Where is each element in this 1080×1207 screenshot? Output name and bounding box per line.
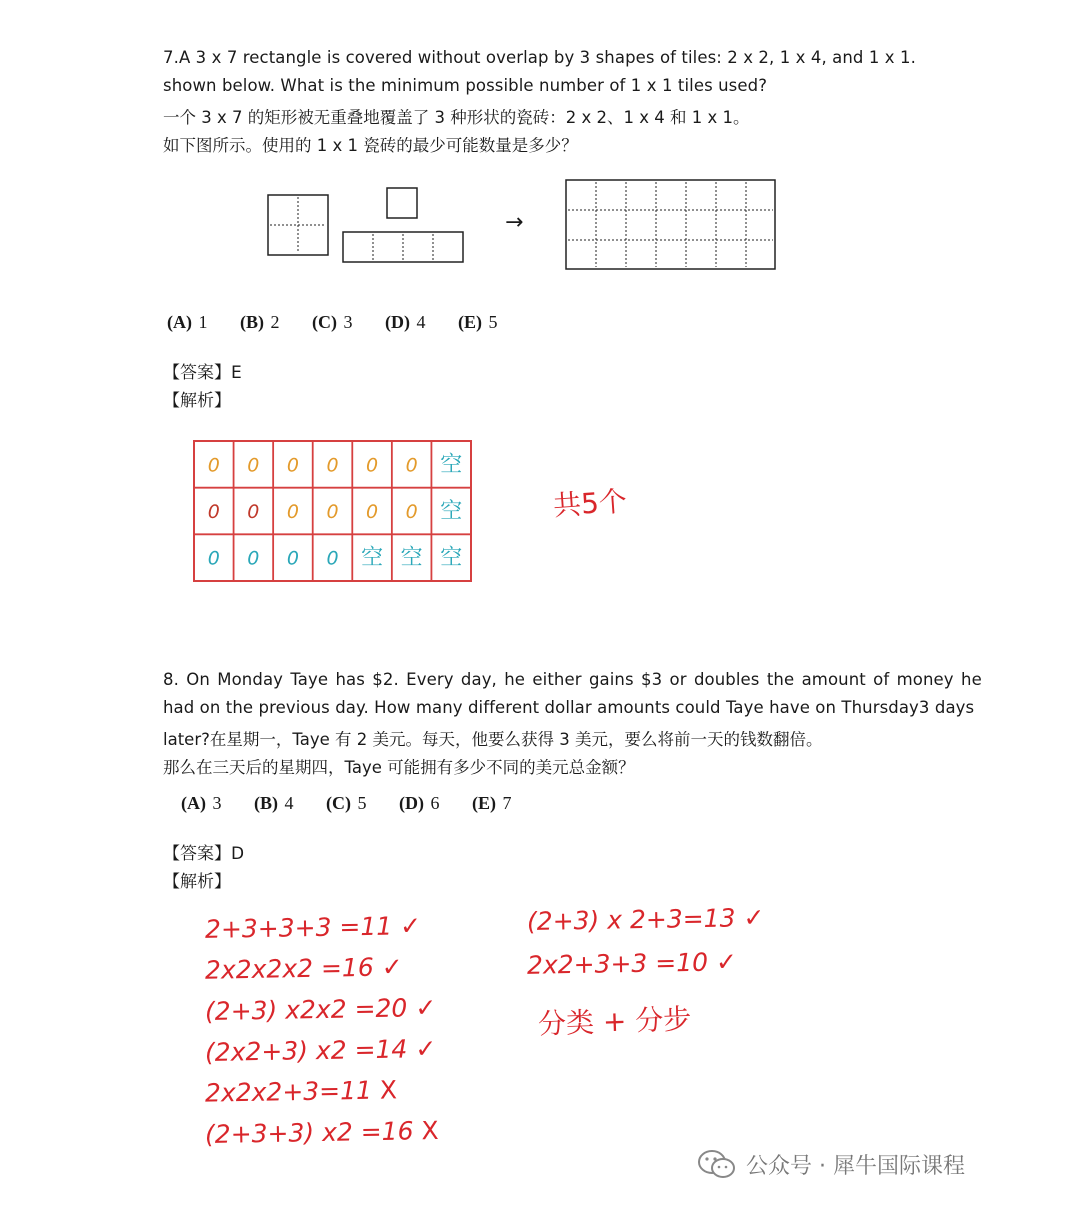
grid-cell-mark: 空 bbox=[361, 545, 384, 571]
q8-work-note: 分类 + 分步 bbox=[537, 1002, 692, 1041]
grid-cell-mark: 0 bbox=[286, 454, 299, 477]
q7-solution-grid bbox=[193, 440, 473, 585]
work-expression: 2x2+3+3 =10 bbox=[526, 947, 709, 980]
cross-mark-icon: X bbox=[421, 1115, 439, 1146]
q8-text-line4: 那么在三天后的星期四，Taye 可能拥有多少不同的美元总金额？ bbox=[163, 758, 635, 777]
work-expression: (2+3) x 2+3=13 bbox=[526, 903, 736, 937]
work-expression: 2+3+3+3 =11 bbox=[204, 911, 393, 944]
q7-text-line3: 一个 3 x 7 的矩形被无重叠地覆盖了 3 种形状的瓷砖：2 x 2、1 x 4 和 1 x 1。 bbox=[163, 108, 750, 127]
q7-choice-d: (D) 4 bbox=[385, 312, 426, 332]
grid-cell-mark: 空 bbox=[440, 452, 463, 478]
work-line bbox=[527, 947, 737, 980]
q7-choice-a: (A) 1 bbox=[167, 312, 208, 332]
q7-tile-figure bbox=[0, 170, 1080, 290]
grid-cell-mark: 0 bbox=[286, 547, 299, 570]
grid-cell-mark: 0 bbox=[366, 501, 379, 523]
arrow-icon: → bbox=[505, 210, 524, 235]
q8-choice-c: (C) 5 bbox=[326, 793, 367, 813]
q8-choice-e: (E) 7 bbox=[472, 793, 512, 813]
work-line bbox=[205, 1034, 437, 1067]
q8-choices bbox=[181, 793, 538, 814]
q7-answer: 【答案】E bbox=[163, 363, 242, 383]
q8-analysis-label: 【解析】 bbox=[163, 872, 231, 892]
grid-cell-mark: 0 bbox=[405, 501, 418, 523]
check-mark-icon: ✓ bbox=[399, 911, 422, 941]
grid-cell-mark: 0 bbox=[326, 547, 339, 570]
check-mark-icon: ✓ bbox=[381, 952, 403, 982]
q7-analysis-label: 【解析】 bbox=[163, 391, 231, 411]
check-mark-icon: ✓ bbox=[415, 992, 437, 1023]
work-expression: 2x2x2x2 =16 bbox=[204, 952, 374, 985]
watermark-text: 公众号 · 犀牛国际课程 bbox=[746, 1153, 965, 1179]
grid-cell-mark: 空 bbox=[440, 499, 463, 524]
grid-cell-mark: 0 bbox=[326, 454, 339, 477]
q7-choices bbox=[167, 312, 524, 333]
check-mark-icon: ✓ bbox=[415, 1033, 437, 1064]
q8-text-line1: 8. On Monday Taye has $2. Every day, he either gains $3 or doubles the amount of money he bbox=[163, 670, 982, 689]
grid-cell-mark: 0 bbox=[247, 454, 260, 477]
grid-cell-mark: 空 bbox=[400, 545, 423, 571]
q8-choice-b: (B) 4 bbox=[254, 793, 294, 813]
grid-cell-mark: 空 bbox=[440, 545, 463, 571]
grid-cell-mark: 0 bbox=[405, 454, 418, 477]
work-line bbox=[205, 952, 403, 984]
work-expression: (2+3+3) x2 =16 bbox=[204, 1116, 414, 1150]
grid-cell-mark: 0 bbox=[366, 454, 379, 477]
grid-cell-mark: 0 bbox=[207, 501, 220, 523]
check-mark-icon: ✓ bbox=[743, 902, 765, 933]
work-line bbox=[205, 911, 422, 944]
tile-1x1 bbox=[387, 188, 417, 218]
work-line bbox=[205, 993, 437, 1026]
q8-choice-a: (A) 3 bbox=[181, 793, 222, 813]
watermark bbox=[698, 1148, 965, 1180]
work-line bbox=[205, 1116, 439, 1149]
work-line bbox=[205, 1075, 398, 1107]
q7-choice-c: (C) 3 bbox=[312, 312, 353, 332]
work-line bbox=[527, 903, 765, 936]
q7-text-line4: 如下图所示。使用的 1 x 1 瓷砖的最少可能数量是多少？ bbox=[163, 136, 578, 155]
grid-cell-mark: 0 bbox=[247, 501, 260, 523]
rect-3x7 bbox=[566, 180, 775, 269]
work-expression: (2x2+3) x2 =14 bbox=[204, 1034, 408, 1068]
cross-mark-icon: X bbox=[379, 1075, 398, 1105]
q7-choice-e: (E) 5 bbox=[458, 312, 498, 332]
grid-cell-mark: 0 bbox=[247, 547, 260, 570]
check-mark-icon: ✓ bbox=[715, 947, 738, 977]
grid-count-note: 共5个 bbox=[552, 484, 628, 523]
q8-text-line2: had on the previous day. How many different dollar amounts could Taye have on Thursday3 days bbox=[163, 698, 975, 717]
grid-cell-mark: 0 bbox=[207, 547, 220, 570]
grid-cell-mark: 0 bbox=[207, 454, 220, 477]
q7-text-line1: 7.A 3 x 7 rectangle is covered without overlap by 3 shapes of tiles: 2 x 2, 1 x 4, and 1 x 1. bbox=[163, 48, 916, 67]
work-expression: 2x2x2+3=11 bbox=[204, 1075, 373, 1108]
q7-choice-b: (B) 2 bbox=[240, 312, 280, 332]
q7-text-line2: shown below. What is the minimum possible number of 1 x 1 tiles used? bbox=[163, 76, 768, 95]
grid-cell-mark: 0 bbox=[286, 501, 299, 523]
q8-answer: 【答案】D bbox=[163, 844, 245, 864]
q8-text-line3: later?在星期一，Taye 有 2 美元。每天，他要么获得 3 美元，要么将前一天的钱数翻倍。 bbox=[163, 730, 823, 749]
q8-choice-d: (D) 6 bbox=[399, 793, 440, 813]
wechat-icon bbox=[698, 1148, 736, 1180]
grid-cell-mark: 0 bbox=[326, 501, 339, 523]
work-expression: (2+3) x2x2 =20 bbox=[204, 993, 408, 1027]
